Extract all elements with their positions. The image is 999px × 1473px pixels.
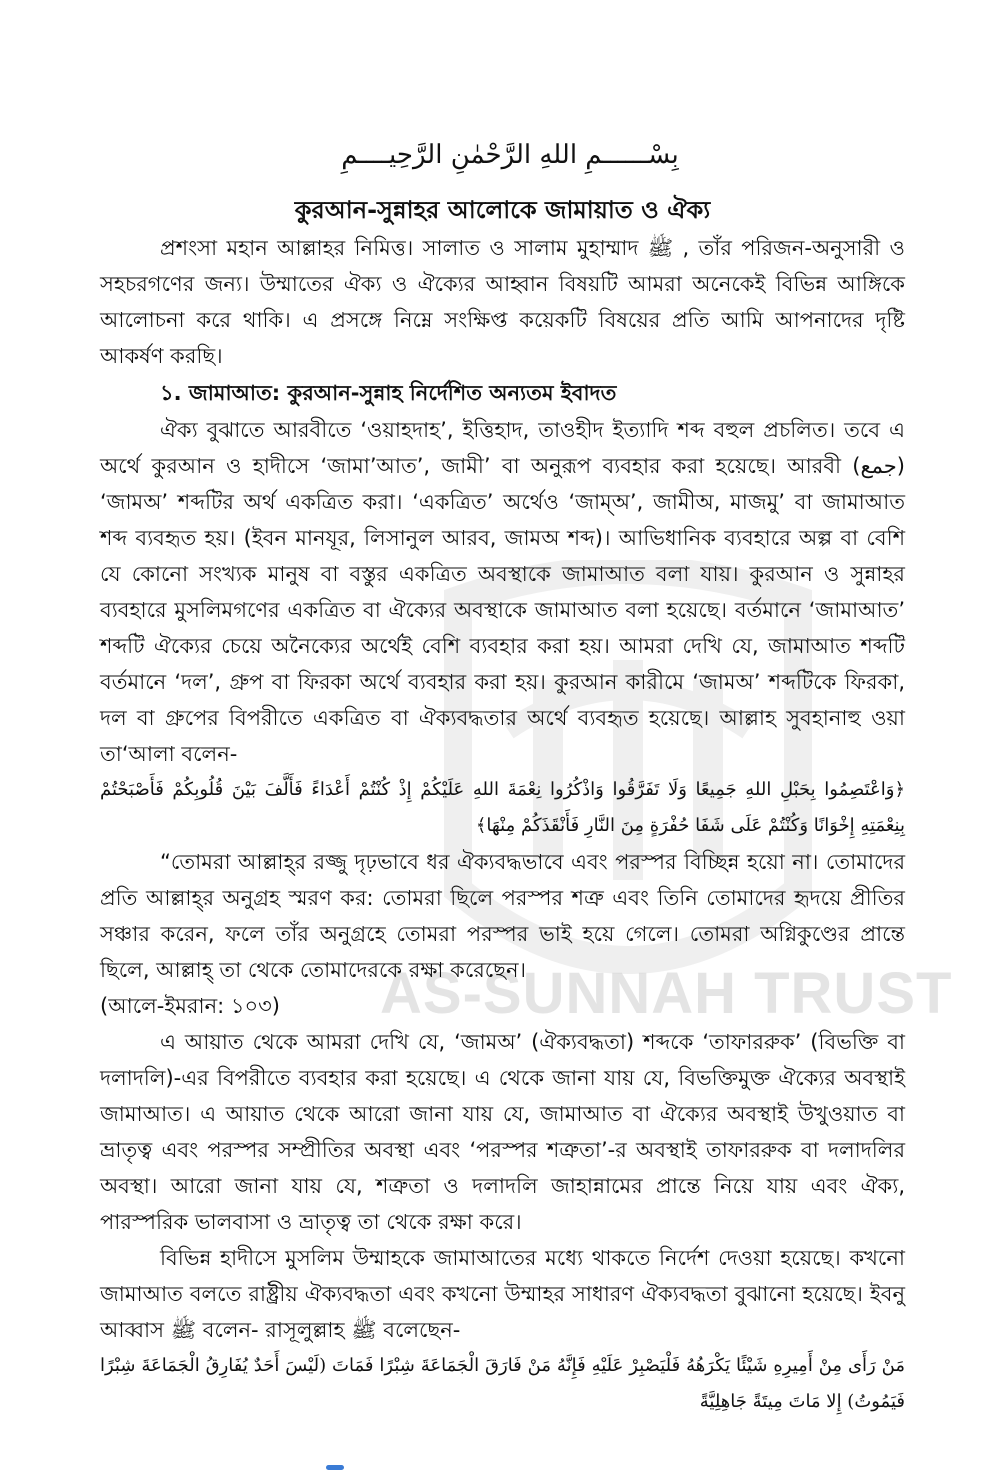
quran-translation: “তোমরা আল্লাহ্‌র রজ্জু দৃঢ়ভাবে ধর ঐক্যবদ্ধভাবে এবং পরস্পর বিচ্ছিন্ন হয়ো না। তোমাদের প্রতি আল্লাহ্‌র অনুগ্রহ স্মরণ কর: তোমরা ছিলে পরস্পর শত্রু এবং তিনি তোমাদের হৃদয়ে প্রীতির সঞ্চার করেন, ফলে তাঁর অনুগ্রহে তোমরা পরস্পর ভাই হয়ে গেলে। তোমরা অগ্নিকুণ্ডের প্রান্তে ছিলে, আল্লাহ্‌ তা থেকে তোমাদেরকে রক্ষা করেছেন। bbox=[100, 850, 905, 982]
quran-reference: (আলে-ইমরান: ১০৩) bbox=[100, 994, 280, 1018]
document-body bbox=[100, 190, 953, 1420]
ayah-commentary-paragraph: এ আয়াত থেকে আমরা দেখি যে, ‘জামঅ’ (ঐক্যবদ্ধতা) শব্দকে ‘তাফাররুক’ (বিভক্তি বা দলাদলি)-এর বিপরীতে ব্যবহার করা হয়েছে। এ থেকে জানা যায় যে, বিভক্তিমুক্ত ঐক্যের অবস্থাই জামাআত। এ আয়াত থেকে আরো জানা যায় যে, জামাআত বা ঐক্যের অবস্থাই উখুওয়াত বা ভ্রাতৃত্ব এবং পরস্পর সম্প্রীতির অবস্থা এবং ‘পরস্পর শত্রুতা’-র অবস্থাই তাফাররুক বা দলাদলির অবস্থা। আরো জানা যায় যে, শত্রুতা ও দলাদলি জাহান্নামের প্রান্তে নিয়ে যায় এবং ঐক্য, পারস্পরিক ভালবাসা ও ভ্রাতৃত্ব তা থেকে রক্ষা করে। bbox=[100, 1030, 905, 1234]
quran-verse-arabic: ﴿وَاعْتَصِمُوا بِحَبْلِ اللهِ جَمِيعًا وَلَا تَفَرَّقُوا وَاذْكُرُوا نِعْمَةَ اللهِ عَلَيْكُمْ إِذْ كُنْتُمْ أَعْدَاءً فَأَلَّفَ بَيْنَ قُلُوبِكُمْ فَأَصْبَحْتُمْ بِنِعْمَتِهِ إِخْوَانًا وَكُنْتُمْ عَلَى شَفَا حُفْرَةٍ مِنَ النَّارِ فَأَنْقَذَكُمْ مِنْهَا﴾ bbox=[100, 779, 905, 836]
document-title: কুরআন-সুন্নাহর আলোকে জামায়াত ও ঐক্য bbox=[294, 196, 711, 224]
watermark-text: AS-SUNNAH TRUST bbox=[380, 961, 953, 1026]
intro-paragraph: প্রশংসা মহান আল্লাহর নিমিত্ত। সালাত ও সালাম মুহাম্মাদ ﷺ , তাঁর পরিজন-অনুসারী ও সহচরগণের জন্য। উম্মাতের ঐক্য ও ঐক্যের আহ্বান বিষয়টি আমরা অনেকেই বিভিন্ন আঙ্গিকে আলোচনা করে থাকি। এ প্রসঙ্গে নিম্নে সংক্ষিপ্ত কয়েকটি বিষয়ের প্রতি আমি আপনাদের দৃষ্টি আকর্ষণ করছি। bbox=[100, 236, 905, 368]
hadith-arabic: مَنْ رَأَى مِنْ أَمِيرِهِ شَيْئًا يَكْرَهُهُ فَلْيَصْبِرْ عَلَيْهِ فَإِنَّهُ مَنْ فَارَقَ الْجَمَاعَةَ شِبْرًا فَمَاتَ (لَيْسَ أَحَدٌ يُفَارِقُ الْجَمَاعَةَ شِبْرًا فَيَمُوتُ) إِلا مَاتَ مِيتَةً جَاهِلِيَّةً bbox=[100, 1355, 905, 1412]
bismillah-header: بِسْــــــمِ اللهِ الرَّحْمٰنِ الرَّحِيــــمِ bbox=[341, 140, 679, 170]
scroll-indicator bbox=[326, 1465, 344, 1470]
section-paragraph: ঐক্য বুঝাতে আরবীতে ‘ওয়াহদাহ’, ইত্তিহাদ, তাওহীদ ইত্যাদি শব্দ বহুল প্রচলিত। তবে এ অর্থে কুরআন ও হাদীসে ‘জামা’আত’, জামী’ বা অনুরূপ ব্যবহার করা হয়েছে। আরবী (جمع) ‘জামঅ’ শব্দটির অর্থ একত্রিত করা। ‘একত্রিত’ অর্থেও ‘জাম্‌অ’, জামীঅ, মাজমু’ বা জামাআত শব্দ ব্যবহৃত হয়। (ইবন মানযূর, লিসানুল আরব, জামঅ শব্দ)। আভিধানিক ব্যবহারে অল্প বা বেশি যে কোনো সংখ্যক মানুষ বা বস্তুর একত্রিত অবস্থাকে জামাআত বলা যায়। কুরআন ও সুন্নাহর ব্যবহারে মুসলিমগণের একত্রিত বা ঐক্যের অবস্থাকে জামাআত বলা হয়েছে। বর্তমানে ‘জামাআত’ শব্দটি ঐক্যের চেয়ে অনৈক্যের অর্থেই বেশি ব্যবহার করা হয়। আমরা দেখি যে, জামাআত শব্দটি বর্তমানে ‘দল’, গ্রুপ বা ফিরকা অর্থে ব্যবহার করা হয়। কুরআন কারীমে ‘জামঅ’ শব্দটিকে ফিরকা, দল বা গ্রুপের বিপরীতে একত্রিত বা ঐক্যবদ্ধতার অর্থে ব্যবহৃত হয়েছে। আল্লাহ সুবহানাহু ওয়া তা‘আলা বলেন- bbox=[100, 418, 905, 766]
hadith-intro-paragraph: বিভিন্ন হাদীসে মুসলিম উম্মাহকে জামাআতের মধ্যে থাকতে নির্দেশ দেওয়া হয়েছে। কখনো জামাআত বলতে রাষ্ট্রীয় ঐক্যবদ্ধতা এবং কখনো উম্মাহর সাধারণ ঐক্যবদ্ধতা বুঝানো হয়েছে। ইবনু আব্বাস ﷺ বলেন- রাসূলুল্লাহ ﷺ বলেছেন- bbox=[100, 1246, 905, 1342]
section-heading: ১. জামাআত: কুরআন-সুন্নাহ নির্দেশিত অন্যতম ইবাদত bbox=[160, 381, 617, 405]
